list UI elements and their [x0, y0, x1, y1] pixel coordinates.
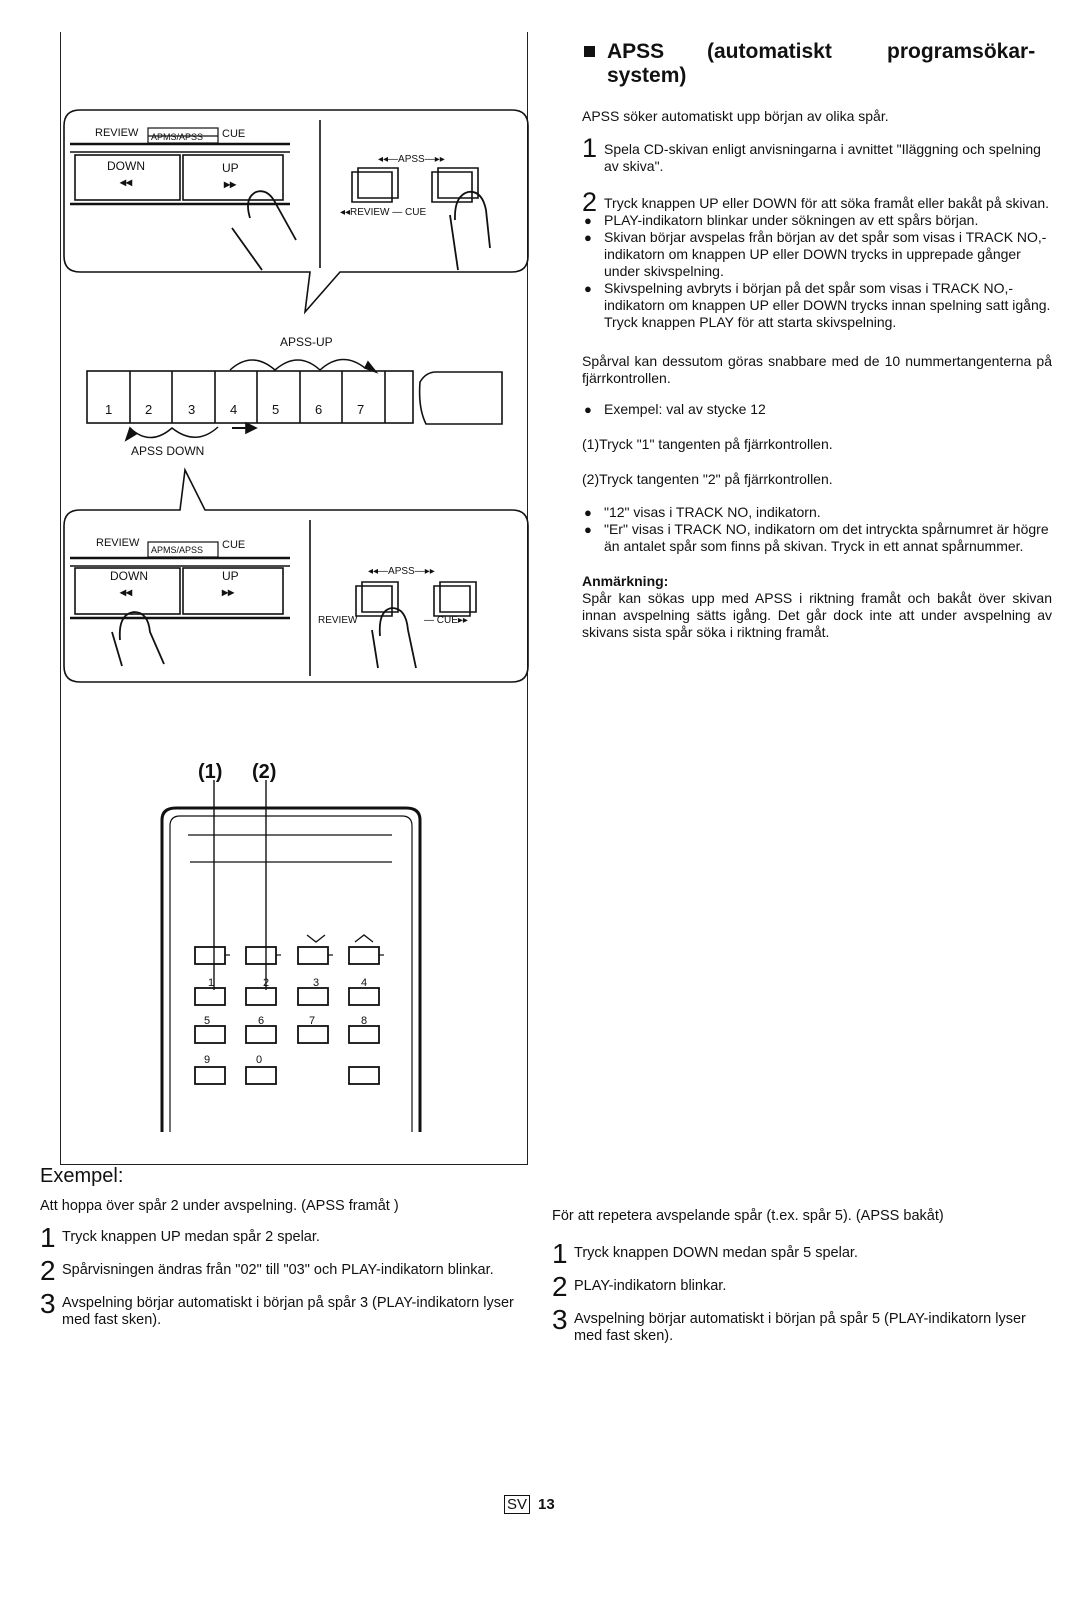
- example-right-step-1-num: 1: [552, 1238, 568, 1269]
- example-left-step-2-num: 2: [40, 1255, 56, 1286]
- example-left-step-3: [40, 1288, 520, 1329]
- example-left-step-1: [40, 1222, 520, 1253]
- track-1: 1: [105, 402, 113, 417]
- example-step-2: (2)Tryck tangenten "2" på fjärrkontrollen.: [582, 471, 833, 487]
- bottom-up-label: UP: [222, 569, 239, 583]
- title-apss: APSS: [607, 40, 665, 63]
- apss-down-label: APSS DOWN: [131, 444, 205, 458]
- bullet-3: ● Skivspelning avbryts i början på det spår som visas i TRACK NO,-indikatorn om knappen UP eller DOWN trycks innan spelning satt igång. Tryck knappen PLAY för att starta skivspelning.: [582, 280, 1052, 331]
- bottom-cue-label: CUE: [222, 539, 246, 551]
- bullet-12: ● "12" visas i TRACK NO, indikatorn.: [582, 504, 1052, 521]
- sparval-text: Spårval kan dessutom göras snabbare med de 10 nummertangenterna på fjärrkontrollen.: [582, 353, 1052, 386]
- example-left-intro: Att hoppa över spår 2 under avspelning. (APSS framåt ): [40, 1198, 399, 1214]
- example-heading: Exempel:: [40, 1165, 124, 1187]
- track-7: 7: [357, 402, 365, 417]
- track-3: 3: [188, 402, 196, 417]
- top-apms-label: APMS/APSS: [151, 132, 204, 142]
- remote-key-8: 8: [361, 1015, 368, 1027]
- top-panel: [64, 110, 528, 312]
- example-right-step-3-num: 3: [552, 1304, 568, 1335]
- remote-key-9: 9: [204, 1054, 211, 1066]
- remote-callout-2: (2): [252, 761, 277, 783]
- title-system: system): [607, 64, 687, 87]
- track-2: 2: [145, 402, 153, 417]
- example-right-step-2-text: PLAY-indikatorn blinkar.: [574, 1278, 727, 1294]
- bullet-1: ● PLAY-indikatorn blinkar under sökningen av ett spårs början.: [582, 212, 1052, 229]
- step-2-text: Tryck knappen UP eller DOWN för att söka framåt eller bakåt på skivan.: [604, 195, 1050, 211]
- remote-key-7: 7: [309, 1015, 316, 1027]
- example-right-step-2: [552, 1271, 1032, 1302]
- example-right-intro: För att repetera avspelande spår (t.ex. spår 5). (APSS bakåt): [552, 1208, 944, 1224]
- track-6: 6: [315, 402, 323, 417]
- top-review-label: REVIEW: [95, 127, 139, 139]
- page-footer: [504, 1496, 555, 1513]
- page-number: 13: [538, 1496, 555, 1513]
- step-1: [582, 133, 1052, 175]
- top-review-cue-label: ◂◂REVIEW — CUE: [340, 207, 427, 218]
- track-5: 5: [272, 402, 280, 417]
- bottom-apss-label: ◂◂—APSS—▸▸: [368, 566, 435, 577]
- example-right: [552, 1208, 1032, 1345]
- remote-key-3: 3: [313, 977, 320, 989]
- remote-key-4: 4: [361, 977, 368, 989]
- note-text: Spår kan sökas upp med APSS i riktning framåt och bakåt över skivan innan avspelning sätts igång. Det går dock inte att under avspelning av skivans sista spår söka i riktning framåt.: [582, 590, 1052, 640]
- intro-text: APSS söker automatiskt upp början av olika spår.: [582, 108, 889, 124]
- apss-up-label: APSS-UP: [280, 335, 333, 349]
- top-cue-label: CUE: [222, 128, 246, 140]
- step-2-num: 2: [582, 187, 598, 217]
- title-square-icon: [584, 46, 595, 57]
- note-heading: Anmärkning:: [582, 573, 669, 589]
- bottom-down-label: DOWN: [110, 569, 148, 583]
- example-left-step-2: [40, 1255, 520, 1286]
- example-right-step-1-text: Tryck knappen DOWN medan spår 5 spelar.: [574, 1245, 858, 1261]
- bullet-er: ● "Er" visas i TRACK NO, indikatorn om det intryckta spårnumret är högre än antalet spår som finns på skivan. Tryck in ett annat spårnummer.: [582, 521, 1052, 555]
- remote: [162, 780, 420, 1132]
- remote-key-1: 1: [208, 977, 215, 989]
- remote-key-5: 5: [204, 1015, 211, 1027]
- track-strip: [87, 359, 502, 440]
- right-column: [582, 40, 1052, 641]
- example-left: [40, 1198, 520, 1329]
- illustration: [0, 0, 560, 1170]
- example-bullet: ● Exempel: val av stycke 12: [582, 401, 1052, 418]
- bottom-ffwd-icon: ▸▸: [222, 585, 235, 599]
- title-line2: [582, 64, 1052, 88]
- example-left-step-3-num: 3: [40, 1288, 56, 1319]
- section-title: [582, 40, 1052, 64]
- step-1-text: Spela CD-skivan enligt anvisningarna i avnittet "Iläggning och spelning av skiva".: [604, 141, 1041, 174]
- example-left-step-3-text: Avspelning börjar automatiskt i början på spår 3 (PLAY-indikatorn lyser med fast sken).: [62, 1295, 514, 1328]
- example-left-step-2-text: Spårvisningen ändras från "02" till "03" och PLAY-indikatorn blinkar.: [62, 1262, 494, 1278]
- example-right-step-3-text: Avspelning börjar automatiskt i början på spår 5 (PLAY-indikatorn lyser med fast sken).: [574, 1311, 1026, 1344]
- title-prog: programsökar-: [887, 40, 1036, 63]
- bottom-review-label: REVIEW: [96, 537, 140, 549]
- bottom-rew-icon: ◂◂: [120, 585, 133, 599]
- track-4: 4: [230, 402, 238, 417]
- language-badge: SV: [504, 1495, 530, 1514]
- remote-key-0: 0: [256, 1054, 263, 1066]
- example-right-step-1: [552, 1238, 1032, 1269]
- remote-callout-1: (1): [198, 761, 223, 783]
- remote-key-2: 2: [263, 977, 270, 989]
- top-rew-icon: ◂◂: [120, 175, 133, 189]
- example-right-step-2-num: 2: [552, 1271, 568, 1302]
- top-apss-label: ◂◂—APSS—▸▸: [378, 154, 445, 165]
- top-ffwd-icon: ▸▸: [224, 177, 237, 191]
- top-panel-outline: [64, 110, 528, 312]
- example-step-1: (1)Tryck "1" tangenten på fjärrkontrollen.: [582, 436, 833, 452]
- example-left-step-1-text: Tryck knappen UP medan spår 2 spelar.: [62, 1229, 320, 1245]
- bullet-2: ● Skivan börjar avspelas från början av det spår som visas i TRACK NO,-indikatorn om knappen UP eller DOWN trycks in upprepade gånger under skivspelning.: [582, 229, 1052, 280]
- title-auto: (automatiskt: [707, 40, 832, 63]
- example-right-step-3: [552, 1304, 1032, 1345]
- step-1-num: 1: [582, 133, 598, 163]
- bottom-cue-small-label: — CUE▸▸: [424, 615, 468, 626]
- bottom-review-small-label: REVIEW: [318, 615, 358, 626]
- top-up-label: UP: [222, 161, 239, 175]
- top-down-label: DOWN: [107, 159, 145, 173]
- example-left-step-1-num: 1: [40, 1222, 56, 1253]
- bottom-apms-label: APMS/APSS: [151, 545, 204, 555]
- step-2: [582, 187, 1052, 217]
- remote-key-6: 6: [258, 1015, 265, 1027]
